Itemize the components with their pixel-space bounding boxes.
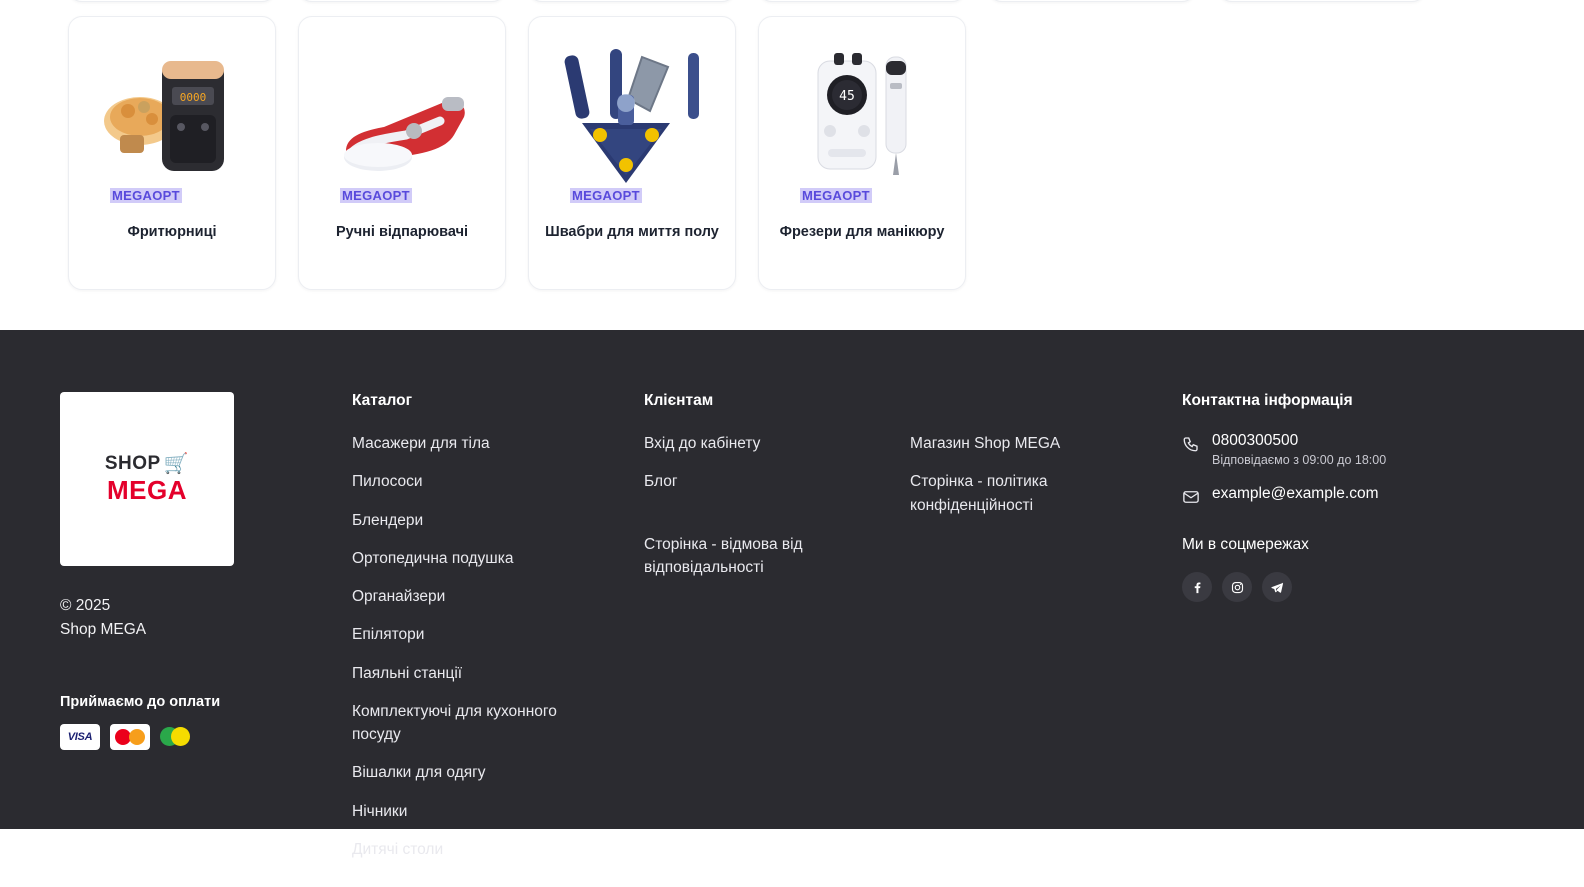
- category-row-cut: [0, 0, 1584, 2]
- svg-text:0000: 0000: [179, 91, 207, 104]
- footer-catalog-title: Каталог: [352, 392, 413, 409]
- footer-link-catalog-2[interactable]: Блендери: [352, 511, 424, 529]
- mir-card-icon: [160, 724, 190, 750]
- footer-link-catalog-8[interactable]: Вішалки для одягу: [352, 764, 486, 782]
- category-card[interactable]: [758, 0, 966, 2]
- footer-contacts-title: Контактна інформація: [1182, 392, 1353, 409]
- footer-link-catalog-7[interactable]: Комплектуючі для кухонного посуду: [352, 702, 557, 743]
- footer-catalog-column: [352, 392, 644, 876]
- category-card[interactable]: [68, 0, 276, 2]
- social-links: [1182, 572, 1462, 602]
- category-card[interactable]: [988, 0, 1196, 2]
- manicure-drill-icon: [782, 39, 942, 209]
- copyright-year: © 2025: [60, 597, 111, 614]
- footer-link-catalog-10[interactable]: Дитячі столи: [352, 840, 444, 858]
- category-grid: [0, 0, 1584, 330]
- mail-icon: [1182, 488, 1200, 506]
- contact-phone: 0800300500: [1212, 432, 1299, 449]
- site-footer: [0, 330, 1584, 858]
- footer-brand-column: [60, 392, 352, 876]
- contact-email: example@example.com: [1212, 485, 1379, 502]
- air-fryer-icon: [92, 39, 252, 209]
- mastercard-icon: [110, 724, 150, 750]
- contact-phone-note: Відповідаємо з 09:00 до 18:00: [1212, 453, 1387, 467]
- social-title: Ми в соцмережах: [1182, 536, 1309, 553]
- category-card[interactable]: [298, 0, 506, 2]
- footer-contacts-column: [1182, 392, 1462, 876]
- footer-clients-title: Клієнтам: [644, 392, 714, 409]
- watermark-label: MEGAOPT: [342, 188, 410, 203]
- category-thumb: [774, 29, 950, 219]
- phone-icon: [1182, 435, 1200, 453]
- footer-link-catalog-4[interactable]: Органайзери: [352, 588, 446, 605]
- payment-title: Приймаємо до оплати: [60, 694, 221, 711]
- category-thumb: [84, 29, 260, 219]
- shopping-cart-icon: 🛒: [163, 452, 190, 475]
- category-label: [824, 0, 901, 1]
- handheld-steamer-icon: [322, 39, 482, 209]
- footer-link-clients-1[interactable]: Блог: [644, 473, 678, 491]
- watermark-label: MEGAOPT: [572, 188, 640, 203]
- category-label: [1036, 0, 1149, 1]
- category-thumb: [314, 29, 490, 219]
- footer-link-catalog-3[interactable]: Ортопедична подушка: [352, 549, 514, 567]
- category-thumb: [544, 29, 720, 219]
- visa-card-icon: [60, 724, 100, 750]
- contact-phone-row[interactable]: [1182, 432, 1462, 467]
- category-label: Фритюрниці: [127, 224, 217, 240]
- category-label: [94, 0, 250, 1]
- facebook-icon[interactable]: [1182, 572, 1212, 602]
- category-label: Фрезери для манікюру: [779, 224, 945, 240]
- category-label: [299, 0, 505, 1]
- footer-link-catalog-0[interactable]: Масажери для тіла: [352, 435, 490, 452]
- category-label: [1253, 0, 1391, 1]
- category-label: [554, 0, 709, 1]
- instagram-icon[interactable]: [1222, 572, 1252, 602]
- category-card-air-fryer[interactable]: [68, 16, 276, 290]
- footer-link-catalog-6[interactable]: Паяльні станції: [352, 664, 463, 682]
- payment-icons: [60, 724, 352, 750]
- watermark-label: MEGAOPT: [112, 188, 180, 203]
- category-card-manicure-drill[interactable]: [758, 16, 966, 290]
- footer-link-catalog-9[interactable]: Нічники: [352, 802, 408, 820]
- category-card[interactable]: [1218, 0, 1426, 2]
- footer-link-catalog-5[interactable]: Епілятори: [352, 626, 425, 644]
- category-label: Швабри для миття полу: [545, 224, 719, 240]
- logo-shop-text: SHOP: [104, 452, 161, 474]
- footer-clients-column-2: [910, 392, 1182, 876]
- footer-clients-column: [644, 392, 910, 876]
- footer-link-catalog-1[interactable]: Пилососи: [352, 473, 423, 491]
- category-card-steamer[interactable]: [298, 16, 506, 290]
- copyright-name: Shop MEGA: [60, 621, 147, 639]
- visa-label: VISA: [67, 731, 93, 744]
- category-card-mop[interactable]: [528, 16, 736, 290]
- mop-set-icon: [552, 39, 712, 209]
- logo-mega-text: MEGA: [107, 474, 187, 505]
- telegram-icon[interactable]: [1262, 572, 1292, 602]
- watermark-label: MEGAOPT: [802, 188, 870, 203]
- footer-link-clients-0[interactable]: Вхід до кабінету: [644, 435, 761, 452]
- footer-link-clients-2[interactable]: Сторінка - відмова від відповідальності: [644, 535, 803, 576]
- footer-logo[interactable]: [60, 392, 234, 566]
- category-row-full: [0, 16, 1584, 290]
- footer-link-clients2-0[interactable]: Магазин Shop MEGA: [910, 435, 1061, 452]
- copyright-block: [60, 594, 352, 642]
- category-card[interactable]: [528, 0, 736, 2]
- category-label: Ручні відпарювачі: [335, 224, 469, 240]
- svg-text:45: 45: [839, 89, 855, 104]
- footer-link-clients2-1[interactable]: Сторінка - політика конфіденційності: [910, 473, 1048, 514]
- contact-email-row[interactable]: [1182, 485, 1462, 506]
